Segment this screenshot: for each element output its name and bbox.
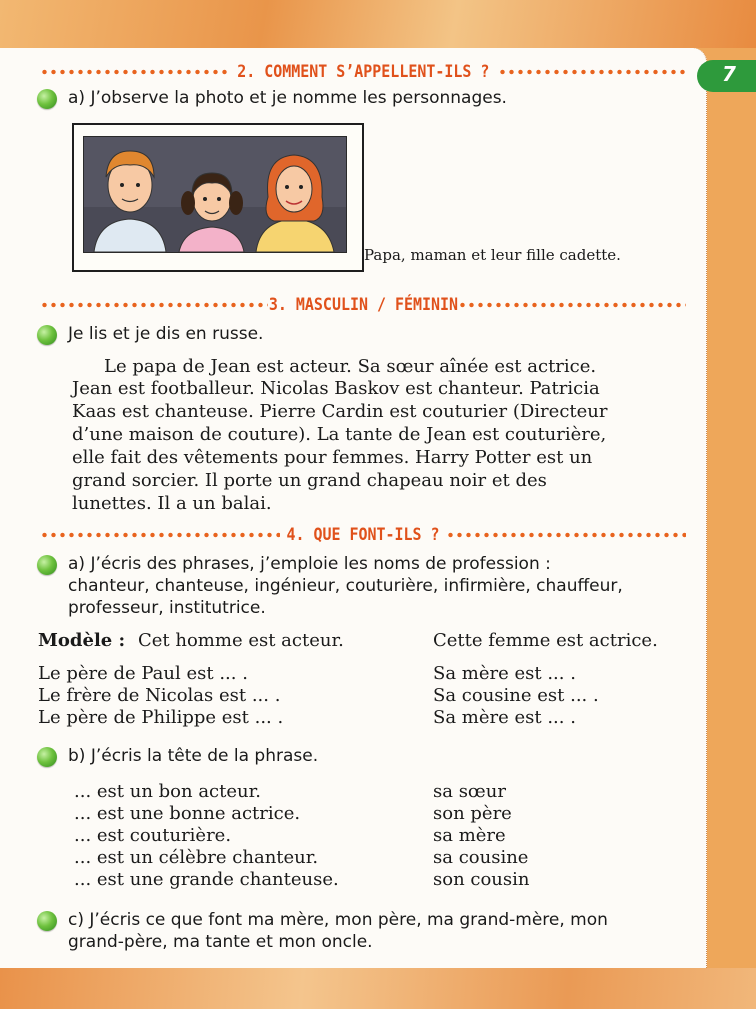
model-left: Cet homme est acteur. xyxy=(138,630,344,651)
s4a-instruction-line: a) J’écris des phrases, j’emploie les noms de profession : xyxy=(68,554,551,574)
section-4-heading xyxy=(40,524,686,546)
section-3-title: 3. MASCULIN / FÉMININ xyxy=(268,295,458,315)
family-photo-frame xyxy=(72,123,364,272)
reading-line: grand sorcier. Il porte un grand chapeau noir et des xyxy=(72,470,547,491)
exercise-b-left-line: ... est une grande chanteuse. xyxy=(74,869,339,890)
exercise-b-left-line: ... est un célèbre chanteur. xyxy=(74,847,319,868)
s4a-instruction-line: professeur, institutrice. xyxy=(68,598,266,618)
exercise-left-line: Le père de Philippe est ... . xyxy=(38,707,284,728)
green-bullet-icon xyxy=(37,325,57,345)
exercise-b-left-line: ... est une bonne actrice. xyxy=(74,803,301,824)
exercise-b-right-line: sa cousine xyxy=(433,847,529,868)
green-bullet-icon xyxy=(37,555,57,575)
s4c-instruction-line: grand-père, ma tante et mon oncle. xyxy=(68,932,373,952)
page-top-border xyxy=(0,0,756,48)
reading-line: Le papa de Jean est acteur. Sa sœur aînée est actrice. xyxy=(104,356,597,377)
reading-line: Kaas est chanteuse. Pierre Cardin est couturier (Directeur xyxy=(72,401,608,422)
exercise-right-line: Sa cousine est ... . xyxy=(433,685,599,706)
green-bullet-icon xyxy=(37,89,57,109)
exercise-right-line: Sa mère est ... . xyxy=(433,663,576,684)
section-2-heading xyxy=(40,61,686,83)
green-bullet-icon xyxy=(37,747,57,767)
exercise-b-right-line: sa mère xyxy=(433,825,506,846)
green-bullet-icon xyxy=(37,911,57,931)
dotted-rule xyxy=(458,302,686,308)
model-right: Cette femme est actrice. xyxy=(433,630,658,651)
dotted-rule xyxy=(498,69,686,75)
s4a-instruction-line: chanteur, chanteuse, ingénieur, couturière, infirmière, chauffeur, xyxy=(68,576,623,596)
reading-line: lunettes. Il a un balai. xyxy=(72,493,272,514)
exercise-b-left-line: ... est couturière. xyxy=(74,825,232,846)
exercise-b-right-line: son père xyxy=(433,803,512,824)
page-bottom-border xyxy=(0,968,756,1009)
section-4-title: 4. QUE FONT-ILS ? xyxy=(286,525,440,545)
dotted-rule xyxy=(40,532,280,538)
s3-instruction: Je lis et je dis en russe. xyxy=(68,324,264,344)
exercise-left-line: Le père de Paul est ... . xyxy=(38,663,248,684)
exercise-right-line: Sa mère est ... . xyxy=(433,707,576,728)
s4b-instruction: b) J’écris la tête de la phrase. xyxy=(68,746,319,766)
dotted-rule xyxy=(40,69,228,75)
dotted-rule xyxy=(446,532,686,538)
reading-line: elle fait des vêtements pour femmes. Harry Potter est un xyxy=(72,447,593,468)
family-photo xyxy=(83,136,347,253)
page-number: 7 xyxy=(722,62,736,86)
exercise-b-right-line: sa sœur xyxy=(433,781,506,802)
dotted-rule xyxy=(40,302,268,308)
s2-instruction: a) J’observe la photo et je nomme les personnages. xyxy=(68,88,507,108)
exercise-b-left-line: ... est un bon acteur. xyxy=(74,781,261,802)
s4c-instruction-line: c) J’écris ce que font ma mère, mon père, ma grand-mère, mon xyxy=(68,910,608,930)
section-3-heading xyxy=(40,294,686,316)
reading-line: d’une maison de couture). La tante de Jean est couturière, xyxy=(72,424,607,445)
exercise-left-line: Le frère de Nicolas est ... . xyxy=(38,685,281,706)
model-label: Modèle : xyxy=(38,630,126,651)
section-2-title: 2. COMMENT S’APPELLENT-ILS ? xyxy=(236,62,490,82)
exercise-b-right-line: son cousin xyxy=(433,869,530,890)
photo-caption: Papa, maman et leur fille cadette. xyxy=(364,246,621,264)
reading-line: Jean est footballeur. Nicolas Baskov est chanteur. Patricia xyxy=(72,378,600,399)
